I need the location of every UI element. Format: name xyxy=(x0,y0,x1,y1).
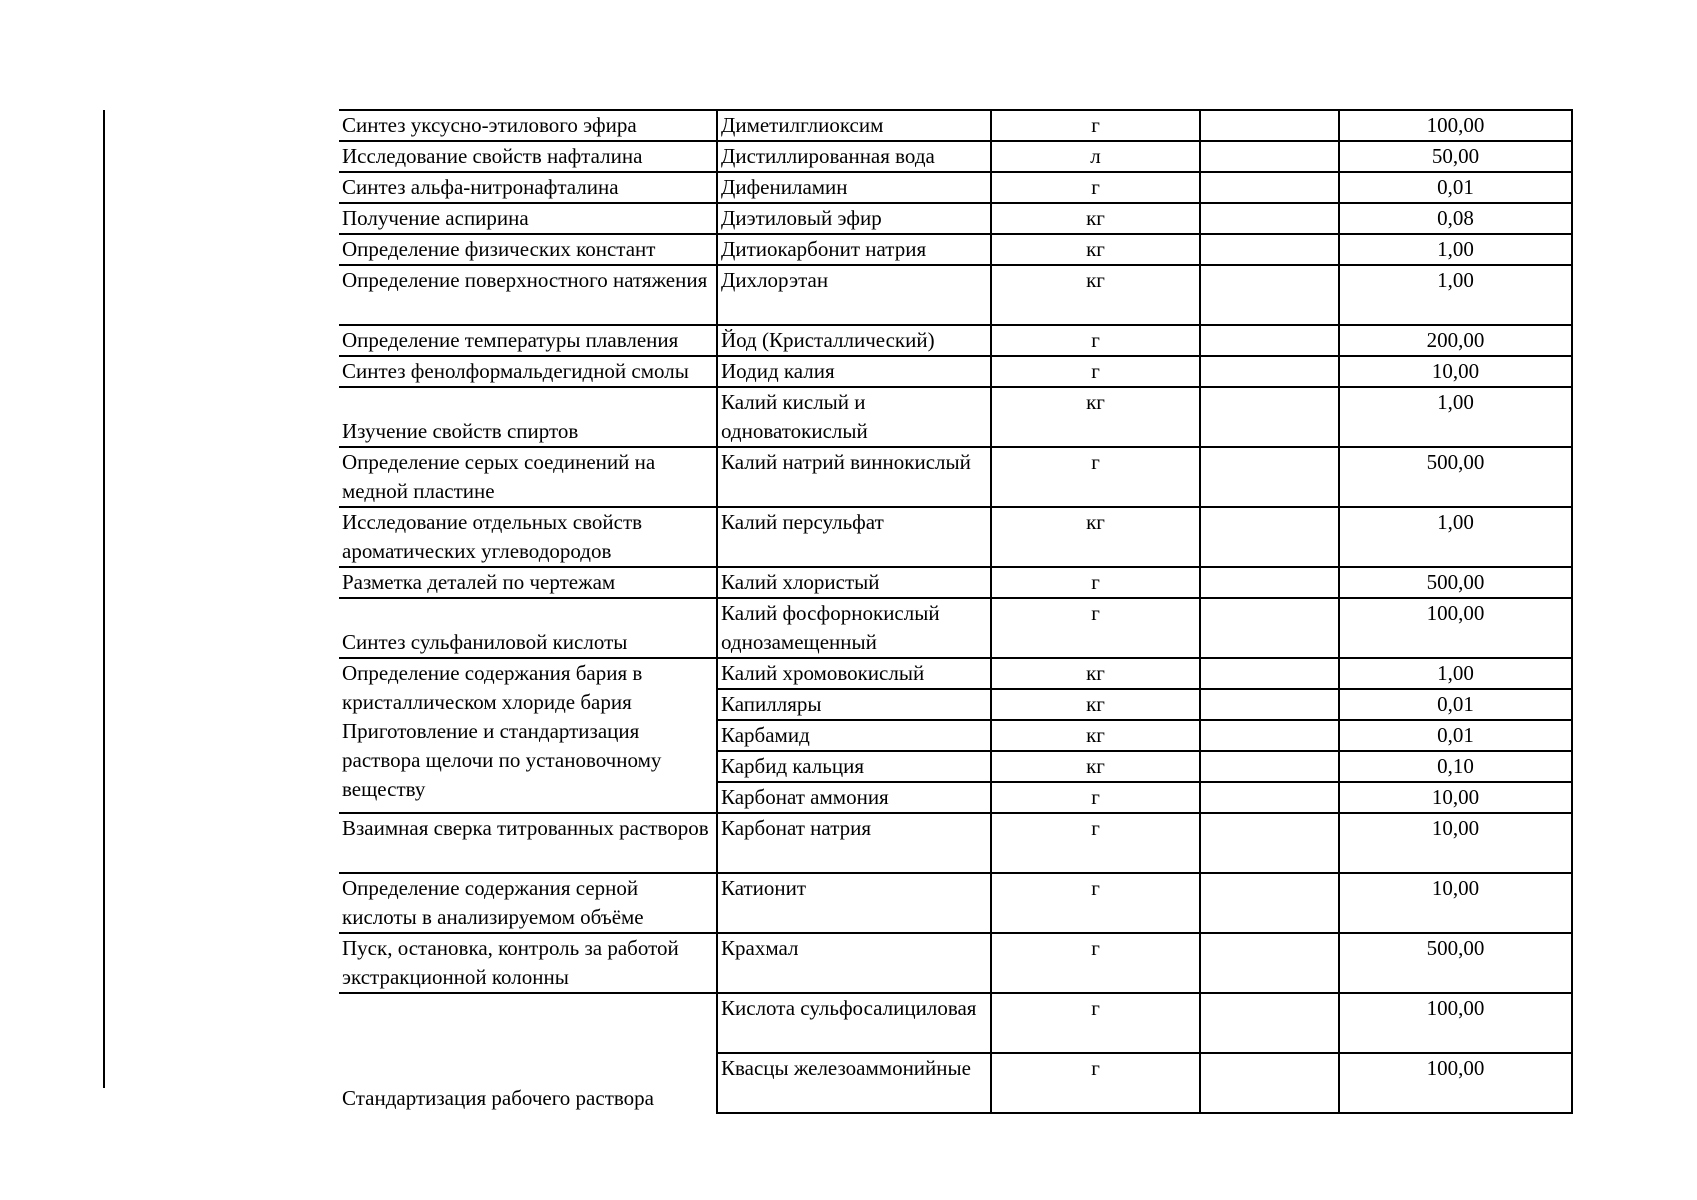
quantity-cell: 1,00 xyxy=(1339,265,1572,325)
activity-cell: Синтез фенолформальдегидной смолы xyxy=(339,356,717,387)
price-cell xyxy=(1200,873,1339,933)
reagent-cell: Дитиокарбонит натрия xyxy=(717,234,991,265)
quantity-cell: 100,00 xyxy=(1339,110,1572,141)
price-cell xyxy=(1200,356,1339,387)
table-row xyxy=(339,234,1572,265)
quantity-cell: 1,00 xyxy=(1339,387,1572,447)
reagent-cell: Диметилглиоксим xyxy=(717,110,991,141)
reagent-cell: Квасцы железоаммонийные xyxy=(717,1053,991,1113)
unit-cell: г xyxy=(991,813,1200,873)
unit-cell: г xyxy=(991,325,1200,356)
quantity-cell: 1,00 xyxy=(1339,234,1572,265)
unit-cell: кг xyxy=(991,203,1200,234)
unit-cell: кг xyxy=(991,720,1200,751)
unit-cell: кг xyxy=(991,689,1200,720)
unit-cell: л xyxy=(991,141,1200,172)
quantity-cell: 1,00 xyxy=(1339,658,1572,689)
activity-cell: Разметка деталей по чертежам xyxy=(339,567,717,598)
reagents-table xyxy=(339,109,1573,1114)
quantity-cell: 0,08 xyxy=(1339,203,1572,234)
unit-cell: кг xyxy=(991,658,1200,689)
unit-cell: г xyxy=(991,993,1200,1053)
unit-cell: г xyxy=(991,782,1200,813)
quantity-cell: 1,00 xyxy=(1339,507,1572,567)
activity-cell: Определение физических констант xyxy=(339,234,717,265)
quantity-cell: 500,00 xyxy=(1339,447,1572,507)
table-row xyxy=(339,567,1572,598)
table-row xyxy=(339,598,1572,658)
activity-cell: Изучение свойств спиртов xyxy=(339,387,717,447)
price-cell xyxy=(1200,689,1339,720)
activity-cell: Синтез уксусно-этилового эфира xyxy=(339,110,717,141)
price-cell xyxy=(1200,720,1339,751)
table-row xyxy=(339,203,1572,234)
price-cell xyxy=(1200,598,1339,658)
price-cell xyxy=(1200,933,1339,993)
unit-cell: кг xyxy=(991,387,1200,447)
reagent-cell: Калий хромовокислый xyxy=(717,658,991,689)
activity-cell: Определение содержания серной кислоты в анализируемом объёме xyxy=(339,873,717,933)
activity-cell: Получение аспирина xyxy=(339,203,717,234)
quantity-cell: 10,00 xyxy=(1339,873,1572,933)
unit-cell: г xyxy=(991,110,1200,141)
reagent-cell: Калий хлористый xyxy=(717,567,991,598)
reagent-cell: Калий кислый и одноватокислый xyxy=(717,387,991,447)
reagent-cell: Дифениламин xyxy=(717,172,991,203)
price-cell xyxy=(1200,110,1339,141)
activity-cell: Синтез альфа-нитронафталина xyxy=(339,172,717,203)
activity-cell: Определение серых соединений на медной пластине xyxy=(339,447,717,507)
reagent-cell: Карбамид xyxy=(717,720,991,751)
activity-cell: Взаимная сверка титрованных растворов xyxy=(339,813,717,873)
reagent-cell: Карбонат натрия xyxy=(717,813,991,873)
unit-cell: г xyxy=(991,567,1200,598)
table-row xyxy=(339,172,1572,203)
table-row xyxy=(339,447,1572,507)
quantity-cell: 50,00 xyxy=(1339,141,1572,172)
table-row xyxy=(339,507,1572,567)
unit-cell: г xyxy=(991,356,1200,387)
table-row xyxy=(339,873,1572,933)
price-cell xyxy=(1200,387,1339,447)
price-cell xyxy=(1200,203,1339,234)
activity-cell: Исследование свойств нафталина xyxy=(339,141,717,172)
reagent-cell: Калий персульфат xyxy=(717,507,991,567)
unit-cell: г xyxy=(991,873,1200,933)
quantity-cell: 10,00 xyxy=(1339,813,1572,873)
quantity-cell: 0,01 xyxy=(1339,172,1572,203)
activity-cell: Синтез сульфаниловой кислоты xyxy=(339,598,717,658)
price-cell xyxy=(1200,993,1339,1053)
unit-cell: кг xyxy=(991,265,1200,325)
price-cell xyxy=(1200,567,1339,598)
price-cell xyxy=(1200,813,1339,873)
price-cell xyxy=(1200,507,1339,567)
unit-cell: кг xyxy=(991,234,1200,265)
quantity-cell: 100,00 xyxy=(1339,598,1572,658)
table-row xyxy=(339,325,1572,356)
price-cell xyxy=(1200,1053,1339,1113)
activity-cell: Определение содержания бария в кристаллическом хлориде бария Приготовление и стандартизация раствора щелочи по установочному веществу xyxy=(339,658,717,813)
reagent-cell: Диэтиловый эфир xyxy=(717,203,991,234)
reagent-cell: Дистиллированная вода xyxy=(717,141,991,172)
reagent-cell: Карбид кальция xyxy=(717,751,991,782)
quantity-cell: 100,00 xyxy=(1339,993,1572,1053)
price-cell xyxy=(1200,325,1339,356)
reagent-cell: Дихлорэтан xyxy=(717,265,991,325)
price-cell xyxy=(1200,234,1339,265)
quantity-cell: 500,00 xyxy=(1339,567,1572,598)
price-cell xyxy=(1200,751,1339,782)
table-row xyxy=(339,141,1572,172)
quantity-cell: 10,00 xyxy=(1339,782,1572,813)
activity-cell: Исследование отдельных свойств ароматических углеводородов xyxy=(339,507,717,567)
table-row xyxy=(339,110,1572,141)
table-row xyxy=(339,993,1572,1053)
price-cell xyxy=(1200,658,1339,689)
price-cell xyxy=(1200,782,1339,813)
unit-cell: г xyxy=(991,447,1200,507)
reagent-cell: Крахмал xyxy=(717,933,991,993)
reagent-cell: Катионит xyxy=(717,873,991,933)
reagent-cell: Карбонат аммония xyxy=(717,782,991,813)
reagent-cell: Капилляры xyxy=(717,689,991,720)
unit-cell: г xyxy=(991,598,1200,658)
reagent-cell: Иодид калия xyxy=(717,356,991,387)
table-row xyxy=(339,813,1572,873)
unit-cell: г xyxy=(991,1053,1200,1113)
price-cell xyxy=(1200,141,1339,172)
page-margin-line xyxy=(103,110,105,1088)
unit-cell: кг xyxy=(991,507,1200,567)
quantity-cell: 500,00 xyxy=(1339,933,1572,993)
price-cell xyxy=(1200,172,1339,203)
quantity-cell: 100,00 xyxy=(1339,1053,1572,1113)
quantity-cell: 0,01 xyxy=(1339,720,1572,751)
table-row xyxy=(339,356,1572,387)
unit-cell: г xyxy=(991,172,1200,203)
reagent-cell: Калий фосфорнокислый однозамещенный xyxy=(717,598,991,658)
activity-cell: Пуск, остановка, контроль за работой экстракционной колонны xyxy=(339,933,717,993)
table-row xyxy=(339,265,1572,325)
quantity-cell: 200,00 xyxy=(1339,325,1572,356)
unit-cell: г xyxy=(991,933,1200,993)
table-row xyxy=(339,658,1572,689)
reagent-cell: Кислота сульфосалициловая xyxy=(717,993,991,1053)
price-cell xyxy=(1200,447,1339,507)
table-row xyxy=(339,933,1572,993)
quantity-cell: 0,01 xyxy=(1339,689,1572,720)
unit-cell: кг xyxy=(991,751,1200,782)
table-row xyxy=(339,387,1572,447)
quantity-cell: 0,10 xyxy=(1339,751,1572,782)
quantity-cell: 10,00 xyxy=(1339,356,1572,387)
activity-cell: Определение температуры плавления xyxy=(339,325,717,356)
activity-cell: Стандартизация рабочего раствора xyxy=(339,993,717,1113)
reagent-cell: Калий натрий виннокислый xyxy=(717,447,991,507)
price-cell xyxy=(1200,265,1339,325)
reagent-cell: Йод (Кристаллический) xyxy=(717,325,991,356)
activity-cell: Определение поверхностного натяжения xyxy=(339,265,717,325)
